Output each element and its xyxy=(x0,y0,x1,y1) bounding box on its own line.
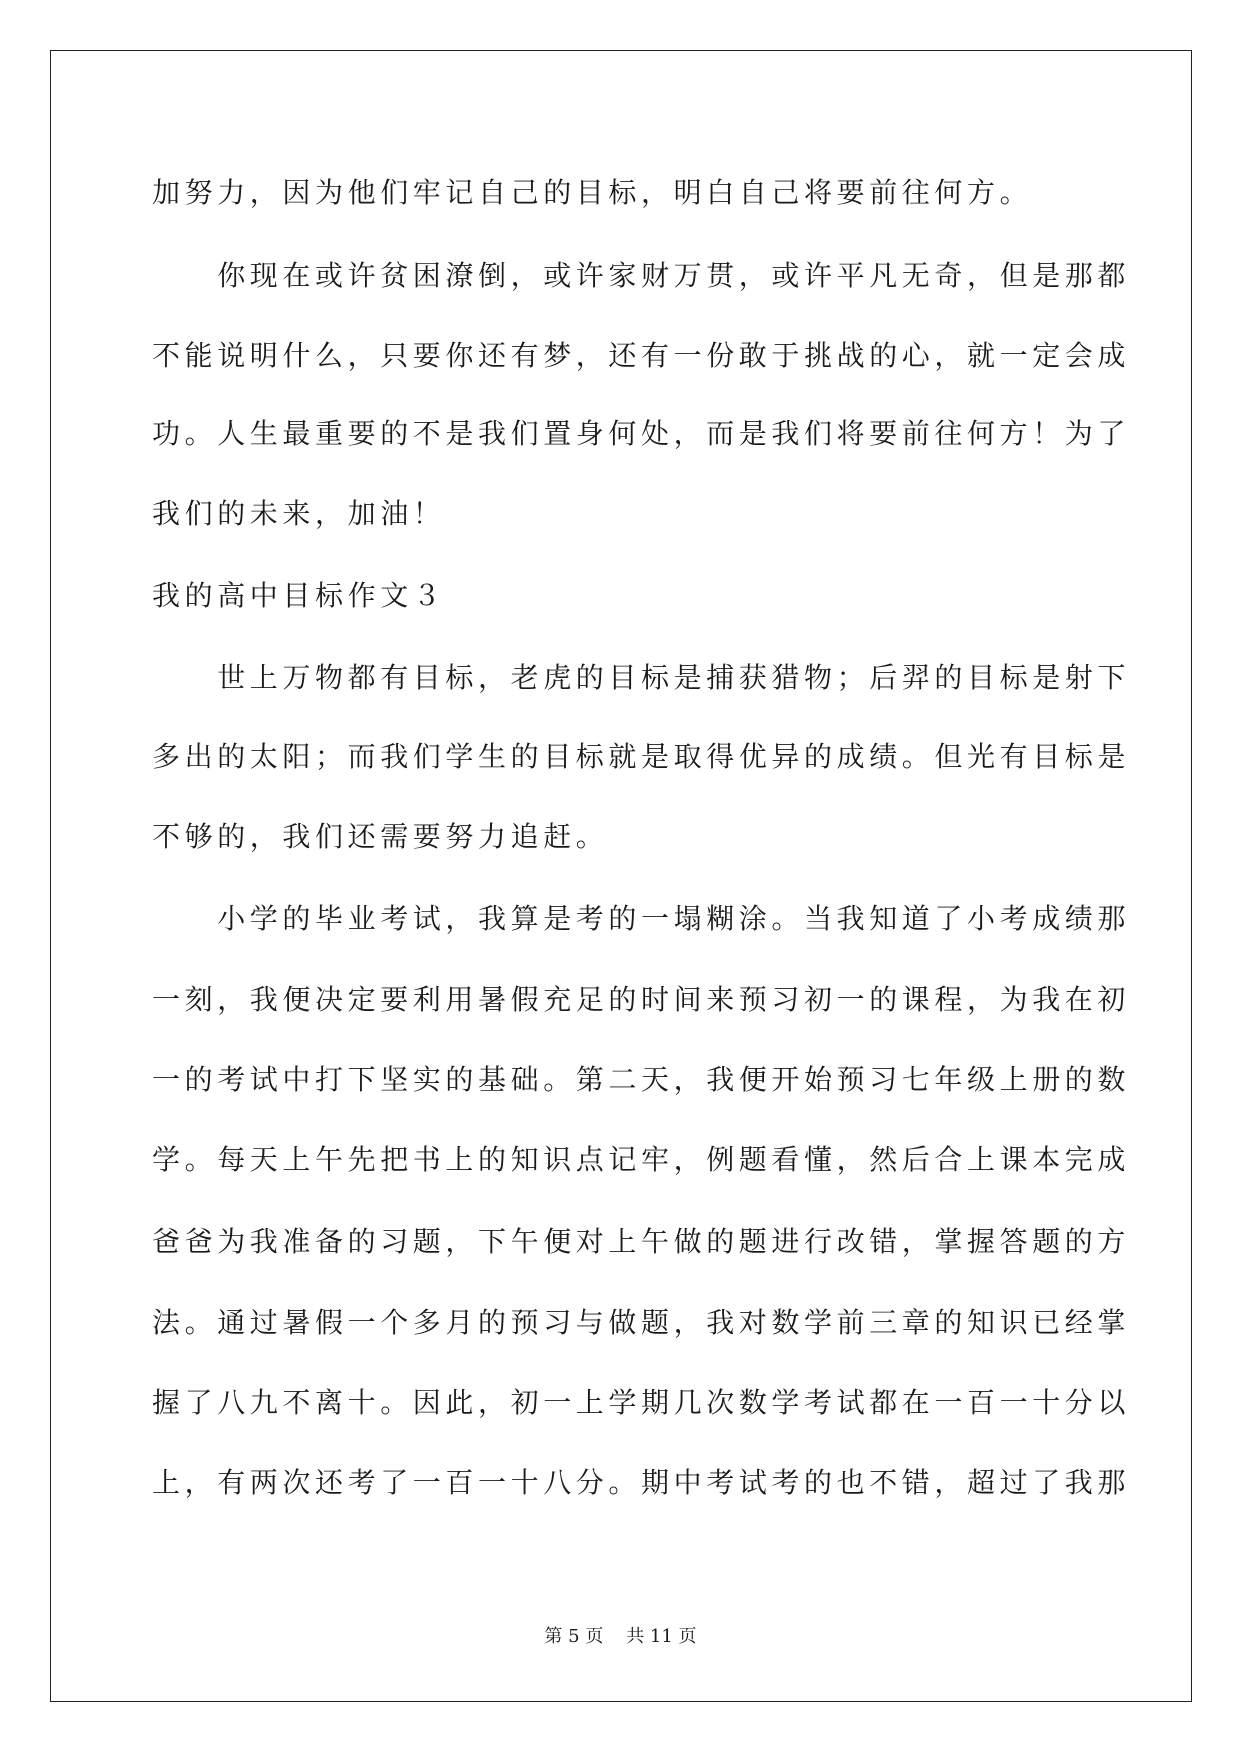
text-line: 不够的，我们还需要努力追赶。 xyxy=(152,820,609,853)
text-line: 一刻，我便决定要利用暑假充足的时间来预习初一的课程，为我在初 xyxy=(152,983,1131,1016)
text-line: 你现在或许贫困潦倒，或许家财万贯，或许平凡无奇，但是那都 xyxy=(152,259,1131,292)
text-line: 功。人生最重要的不是我们置身何处，而是我们将要前往何方！为了 xyxy=(152,417,1131,450)
text-line: 一的考试中打下坚实的基础。第二天，我便开始预习七年级上册的数 xyxy=(152,1063,1131,1096)
text-line: 学。每天上午先把书上的知识点记牢，例题看懂，然后合上课本完成 xyxy=(152,1143,1131,1176)
page-number-footer: 第 5 页 共 11 页 xyxy=(544,1626,697,1647)
text-line: 爸爸为我准备的习题，下午便对上午做的题进行改错，掌握答题的方 xyxy=(152,1225,1131,1258)
text-line: 上，有两次还考了一百一十八分。期中考试考的也不错，超过了我那 xyxy=(152,1466,1131,1499)
text-line: 加努力，因为他们牢记自己的目标，明白自己将要前往何方。 xyxy=(152,176,1033,209)
page-border xyxy=(50,50,1192,1702)
text-line: 不能说明什么，只要你还有梦，还有一份敢于挑战的心，就一定会成 xyxy=(152,339,1131,372)
section-heading: 我的高中目标作文３ xyxy=(152,579,446,612)
text-line: 小学的毕业考试，我算是考的一塌糊涂。当我知道了小考成绩那 xyxy=(152,902,1131,935)
text-line: 我们的未来，加油！ xyxy=(152,497,446,530)
text-line: 握了八九不离十。因此，初一上学期几次数学考试都在一百一十分以 xyxy=(152,1386,1131,1419)
text-line: 世上万物都有目标，老虎的目标是捕获猎物；后羿的目标是射下 xyxy=(152,661,1131,694)
text-line: 多出的太阳；而我们学生的目标就是取得优异的成绩。但光有目标是 xyxy=(152,740,1131,773)
text-line: 法。通过暑假一个多月的预习与做题，我对数学前三章的知识已经掌 xyxy=(152,1306,1131,1339)
